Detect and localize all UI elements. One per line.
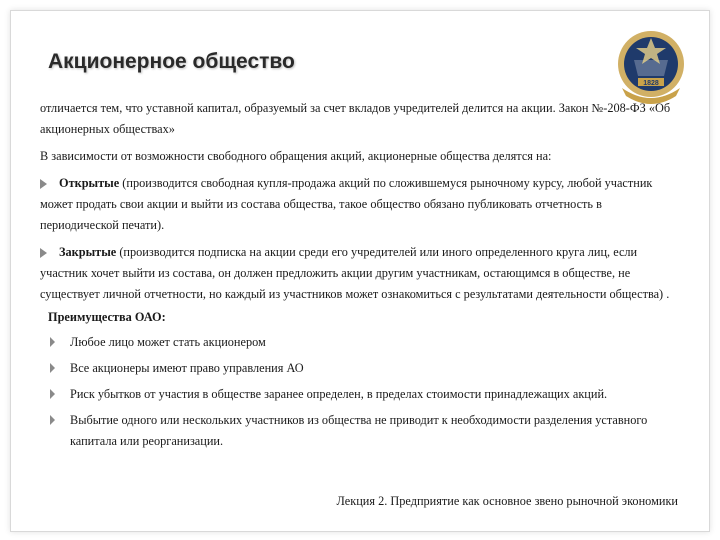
closed-company-text: (производится подписка на акции среди его учредителей или иного определенного круга лиц, если участник хочет выйти из состава, он должен предложить акции другим участникам, остающимся в обществе, не существует личной отчетности, но каждый из участников может ознакомиться с результатами деятельности общества) . <box>40 245 670 301</box>
intro-paragraph: отличается тем, что уставной капитал, образуемый за счет вкладов учредителей делится на акции. Закон №-208-ФЗ «Об акционерных обществах» <box>40 101 671 136</box>
advantages-list <box>40 332 682 452</box>
logo-year: 1828 <box>643 80 659 87</box>
advantages-heading: Преимущества ОАО: <box>48 310 166 324</box>
bullet-icon <box>40 248 47 258</box>
list-item: Любое лицо может стать акционером <box>40 332 682 353</box>
open-company-label: Открытые <box>59 176 120 190</box>
university-emblem-icon <box>612 24 690 108</box>
bullet-icon <box>50 363 55 373</box>
list-item: Все акционеры имеют право управления АО <box>40 358 682 379</box>
bullet-icon <box>50 389 55 399</box>
bullet-icon <box>40 179 47 189</box>
list-item: Риск убытков от участия в обществе заранее определен, в пределах стоимости принадлежащих акций. <box>40 384 682 405</box>
list-item: Выбытие одного или нескольких участников из общества не приводит к необходимости разделения уставного капитала или реорганизации. <box>40 410 682 452</box>
open-company-text: (производится свободная купля-продажа акций по сложившемуся рыночному курсу, любой участник может продать свои акции и выйти из состава общества, такое общество обязано публиковать отчетность в периодической печати). <box>40 176 653 232</box>
closed-company-item <box>40 242 682 305</box>
bullet-icon <box>50 415 55 425</box>
classification-paragraph: В зависимости от возможности свободного обращения акций, акционерные общества делятся на: <box>40 149 552 163</box>
bullet-icon <box>50 337 55 347</box>
slide-footer: Лекция 2. Предприятие как основное звено рыночной экономики <box>336 494 678 508</box>
closed-company-label: Закрытые <box>59 245 117 259</box>
open-company-item <box>40 173 682 236</box>
slide-body <box>40 98 682 457</box>
slide-title: Акционерное общество <box>48 50 295 73</box>
